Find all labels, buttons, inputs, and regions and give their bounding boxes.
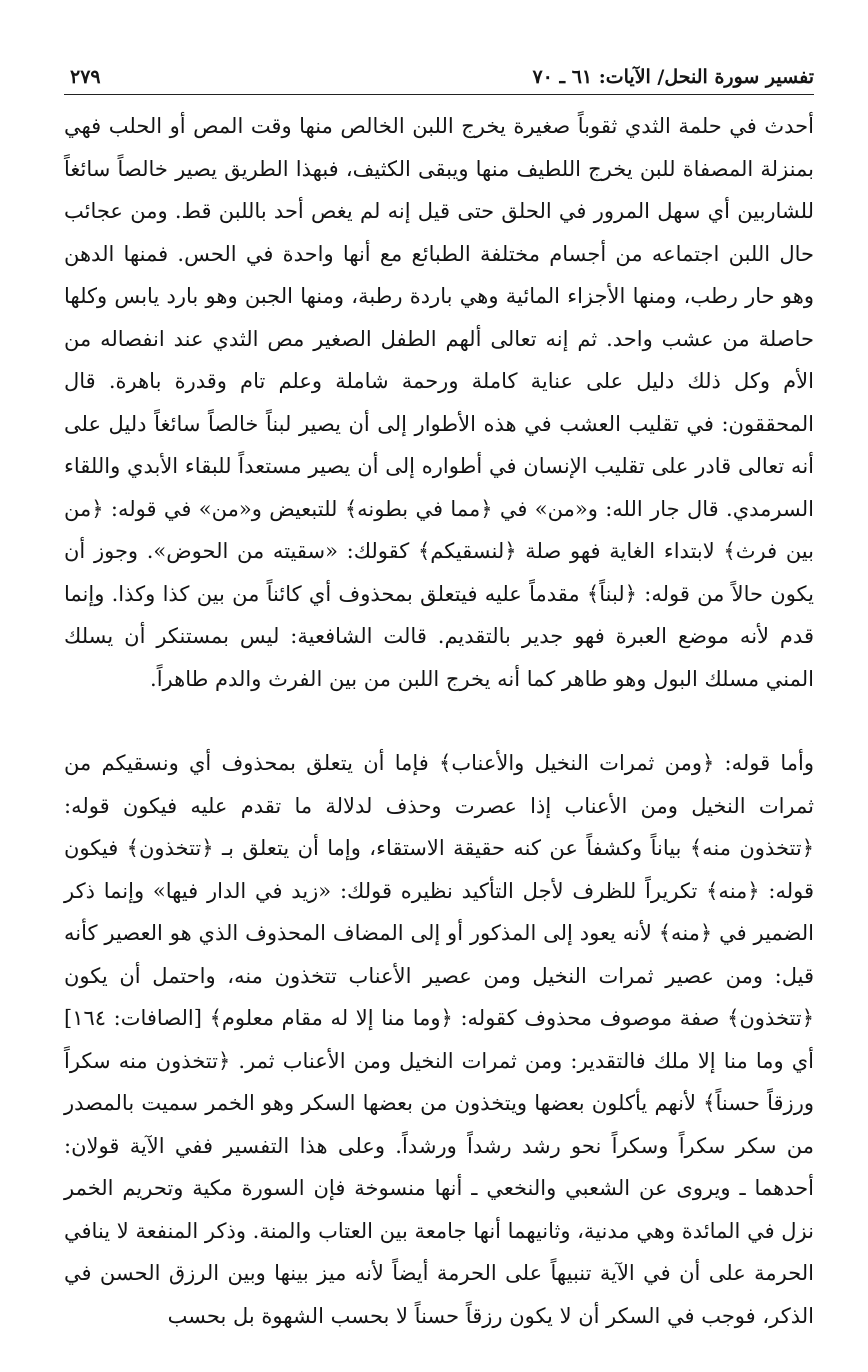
book-page (64, 56, 814, 1337)
paragraph-1: أحدث في حلمة الثدي ثقوباً صغيرة يخرج اللبن الخالص منها وقت المص أو الحلب فهي بمنزلة المصفاة للبن يخرج اللطيف منها ويبقى الكثيف، فبهذا الطريق يصير خالصاً سائغاً للشاربين أي سهل المرور في الحلق حتى قيل إنه لم يغص أحد باللبن قط. ومن عجائب حال اللبن اجتماعه من أجسام مختلفة الطبائع مع أنها واحدة في الحس. فمنها الدهن وهو حار رطب، ومنها الأجزاء المائية وهي باردة رطبة، ومنها الجبن وهو بارد يابس وكلها حاصلة من عشب واحد. ثم إنه تعالى ألهم الطفل الصغير مص الثدي عند انفصاله من الأم وكل ذلك دليل على عناية كاملة ورحمة شاملة وعلم تام وقدرة باهرة. قال المحققون: في تقليب العشب في هذه الأطوار إلى أن يصير لبناً خالصاً سائغاً دليل على أنه تعالى قادر على تقليب الإنسان في أطواره إلى أن يصير مستعداً للبقاء الأبدي واللقاء السرمدي. قال جار الله: و«من» في ﴿مما في بطونه﴾ للتبعيض و«من» في قوله: ﴿من بين فرث﴾ لابتداء الغاية فهو صلة ﴿لنسقيكم﴾ كقولك: «سقيته من الحوض». وجوز أن يكون حالاً من قوله: ﴿لبناً﴾ مقدماً عليه فيتعلق بمحذوف أي كائناً من بين كذا وكذا. وإنما قدم لأنه موضع العبرة فهو جدير بالتقديم. قالت الشافعية: ليس بمستنكر أن يسلك المني مسلك البول وهو طاهر كما أنه يخرج اللبن من بين الفرث والدم طاهراً. (64, 114, 814, 691)
page-number: ٢٧٩ (70, 66, 101, 88)
paragraph-2: وأما قوله: ﴿ومن ثمرات النخيل والأعناب﴾ فإما أن يتعلق بمحذوف أي ونسقيكم من ثمرات النخيل ومن الأعناب إذا عصرت وحذف لدلالة ما تقدم عليه فيكون قوله: ﴿تتخذون منه﴾ بياناً وكشفاً عن كنه حقيقة الاستقاء، وإما أن يتعلق بـ ﴿تتخذون﴾ فيكون قوله: ﴿منه﴾ تكريراً للظرف لأجل التأكيد نظيره قولك: «زيد في الدار فيها» وإنما ذكر الضمير في ﴿منه﴾ لأنه يعود إلى المذكور أو إلى المضاف المحذوف الذي هو العصير كأنه قيل: ومن عصير ثمرات النخيل ومن عصير الأعناب تتخذون منه، واحتمل أن يكون ﴿تتخذون﴾ صفة موصوف محذوف كقوله: ﴿وما منا إلا له مقام معلوم﴾ [الصافات: ١٦٤] أي وما منا إلا ملك فالتقدير: ومن ثمرات النخيل ومن الأعناب ثمر. ﴿تتخذون منه سكراً ورزقاً حسناً﴾ لأنهم يأكلون بعضها ويتخذون من بعضها السكر وهو الخمر سميت بالمصدر من سكر سكراً وسكراً نحو رشد رشداً ورشداً. وعلى هذا التفسير ففي الآية قولان: أحدهما ـ ويروى عن الشعبي والنخعي ـ أنها منسوخة فإن السورة مكية وتحريم الخمر نزل في المائدة وهي مدنية، وثانيهما أنها جامعة بين العتاب والمنة. وذكر المنفعة لا ينافي الحرمة على أن في الآية تنبيهاً على الحرمة أيضاً لأنه ميز بينها وبين الرزق الحسن في الذكر، فوجب في السكر أن لا يكون رزقاً حسناً لا بحسب الشهوة بل بحسب (64, 751, 814, 1328)
running-header (64, 56, 814, 95)
header-title: تفسير سورة النحل/ الآيات: ٦١ ـ ٧٠ (532, 66, 814, 88)
